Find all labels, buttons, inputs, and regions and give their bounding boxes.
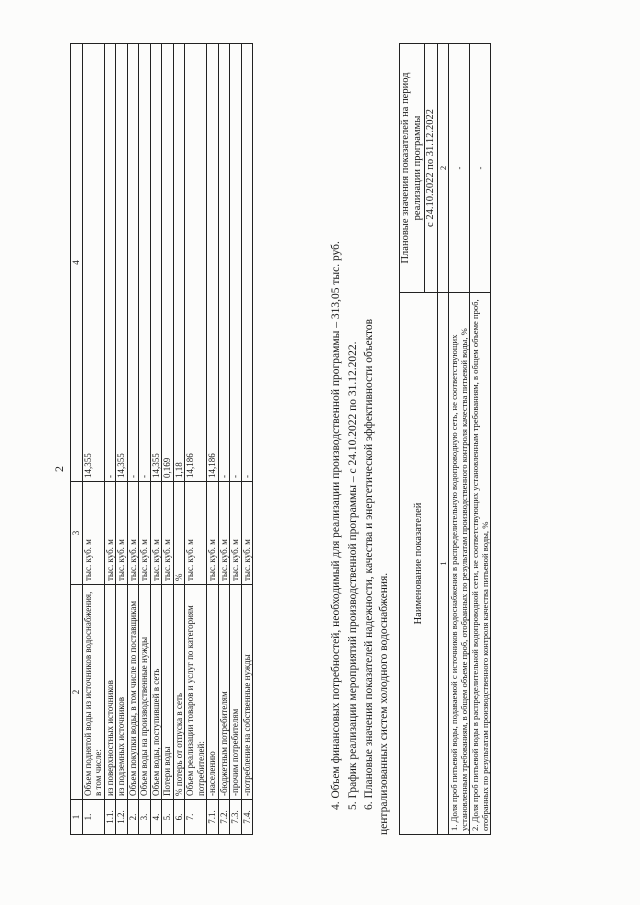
header-plan-line2: реализации программы xyxy=(412,115,423,221)
row-unit: тыс. куб. м xyxy=(162,482,174,585)
row-value: - xyxy=(218,44,230,482)
table-row xyxy=(173,44,185,835)
header-col-4: 4 xyxy=(71,44,83,482)
row-name: Потери воды xyxy=(162,585,174,800)
row-name: -бюджетным потребителям xyxy=(218,585,230,800)
row-unit: тыс. куб. м xyxy=(82,482,104,585)
row-unit: % xyxy=(173,482,185,585)
table-row xyxy=(230,44,242,835)
table-row xyxy=(150,44,162,835)
row-number: 2. xyxy=(127,800,139,835)
row-number: 7.2. xyxy=(218,800,230,835)
row-number: 1. xyxy=(82,800,104,835)
row-unit: тыс. куб. м xyxy=(139,482,151,585)
row-number: 1.2. xyxy=(116,800,128,835)
row-number: 7. xyxy=(185,800,207,835)
table-row xyxy=(470,44,491,835)
header-col-2: 2 xyxy=(71,585,83,800)
header-col-3: 3 xyxy=(71,482,83,585)
row-value: 14,355 xyxy=(150,44,162,482)
row-name: % потерь от отпуска в сеть xyxy=(173,585,185,800)
production-volume-table xyxy=(70,43,253,835)
row-value: - xyxy=(230,44,242,482)
header-indicator-name: Наименование показателей xyxy=(400,293,438,835)
row-value: 14,186 xyxy=(185,44,207,482)
table-row xyxy=(185,44,207,835)
table-header-row xyxy=(400,44,425,835)
row-value: 14,355 xyxy=(116,44,128,482)
indicator-name: 2. Доля проб питьевой воды в распределительной водопроводной сети, не соответствующих установленным требованиям, в общем объеме проб, отобранных по результатам производственного контроля качества питьевой воды, % xyxy=(470,293,491,835)
table-row xyxy=(241,44,253,835)
table-row xyxy=(116,44,128,835)
indicator-value: - xyxy=(449,44,470,293)
column-number-row xyxy=(438,44,449,835)
row-name: из поверхностных источников xyxy=(104,585,116,800)
row-name: Объем покупки воды, в том числе по поставщикам xyxy=(127,585,139,800)
row-name: Объем реализации товаров и услуг по категориям потребителей: xyxy=(185,585,207,800)
row-name: -населению xyxy=(207,585,219,800)
row-value: 0,169 xyxy=(162,44,174,482)
row-value: 14,186 xyxy=(207,44,219,482)
row-number: 1.1. xyxy=(104,800,116,835)
row-number: 3. xyxy=(139,800,151,835)
table-row xyxy=(127,44,139,835)
row-value: 1,18 xyxy=(173,44,185,482)
row-unit: тыс. куб. м xyxy=(104,482,116,585)
col-num-2: 2 xyxy=(438,44,449,293)
row-unit: тыс. куб. м xyxy=(116,482,128,585)
row-number: 6. xyxy=(173,800,185,835)
row-number: 5. xyxy=(162,800,174,835)
paragraph-schedule: 5. График реализации мероприятий производственной программы – с 24.10.2022 по 31.12.2022. xyxy=(347,341,359,810)
row-name: Объем воды на производственные нужды xyxy=(139,585,151,800)
row-name: из подземных источников xyxy=(116,585,128,800)
row-number: 7.1. xyxy=(207,800,219,835)
row-unit: тыс. куб. м xyxy=(218,482,230,585)
header-col-1: 1 xyxy=(71,800,83,835)
row-unit: тыс. куб. м xyxy=(230,482,242,585)
table-row xyxy=(207,44,219,835)
row-name: Объем поднятой воды из источников водоснабжения, в том числе: xyxy=(82,585,104,800)
table-header-row xyxy=(71,44,83,835)
table-row xyxy=(162,44,174,835)
col-num-1: 1 xyxy=(438,293,449,835)
row-value: - xyxy=(241,44,253,482)
table-row xyxy=(449,44,470,835)
row-unit: тыс. куб. м xyxy=(241,482,253,585)
row-value: - xyxy=(104,44,116,482)
paragraph-financial-needs: 4. Объем финансовых потребностей, необходимый для реализации производственной программы – 313,05 тыс. руб. xyxy=(330,241,342,810)
quality-indicators-table xyxy=(399,43,491,835)
row-number: 7.3. xyxy=(230,800,242,835)
header-plan-line1: Плановые значения показателей на период xyxy=(400,72,411,264)
table-row xyxy=(82,44,104,835)
header-period: с 24.10.2022 по 31.12.2022 xyxy=(425,44,438,293)
row-value: 14,355 xyxy=(82,44,104,482)
row-name: Объем воды, поступившей в сеть xyxy=(150,585,162,800)
page-number: 2 xyxy=(52,466,66,472)
table-row xyxy=(218,44,230,835)
row-number: 7.4. xyxy=(241,800,253,835)
row-unit: тыс. куб. м xyxy=(150,482,162,585)
table-row xyxy=(139,44,151,835)
header-plan-values xyxy=(400,44,425,293)
indicator-value: - xyxy=(470,44,491,293)
row-value: - xyxy=(139,44,151,482)
row-name: -прочим потребителям xyxy=(230,585,242,800)
row-unit: тыс. куб. м xyxy=(207,482,219,585)
row-name: -потребление на собственные нужды xyxy=(241,585,253,800)
row-unit: тыс. куб. м xyxy=(185,482,207,585)
row-value: - xyxy=(127,44,139,482)
table-row xyxy=(104,44,116,835)
indicator-name: 1. Доля проб питьевой воды, подаваемой с источников водоснабжения в распределительную водопроводную сеть, не соответствующих установленным требованиям, в общем объеме проб, отобранных по результатам производственного контроля качества питьевой воды, % xyxy=(449,293,470,835)
row-unit: тыс. куб. м xyxy=(127,482,139,585)
row-number: 4. xyxy=(150,800,162,835)
paragraph-planned-indicators: 6. Плановые значения показателей надежности, качества и энергетической эффективности объектов xyxy=(363,318,375,810)
paragraph-planned-indicators-cont: централизованных систем холодного водоснабжения. xyxy=(378,572,390,835)
